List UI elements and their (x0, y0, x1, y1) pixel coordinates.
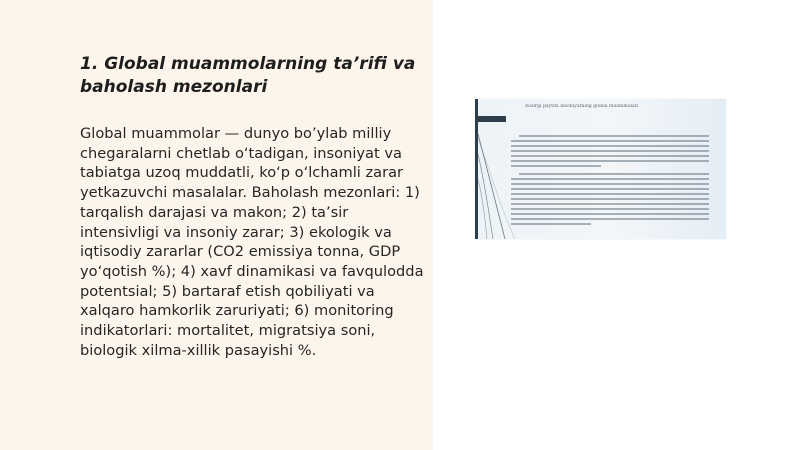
document-image (475, 99, 726, 239)
slide-body-text: Global muammolar — dunyo bo’ylab milliy chegaralarni chetlab o‘tadigan, insoniyat va tabiatga uzoq muddatli, ko‘p o‘lchamli zarar yetkazuvchi masalalar. Baholash mezonlari: 1) tarqalish darajasi va makon; 2) ta’sir intensivligi va insoniy zarar; 3) ekologik va iqtisodiy zararlar (CO2 emissiya tonna, GDP yo‘qotish %); 4) xavf dinamikasi va favqulodda potentsial; 5) bartaraf etish qobiliyati va xalqaro hamkorlik zaruriyati; 6) monitoring indikatorlari: mortalitet, migratsiya soni, biologik xilma-xillik pasayishi %. (80, 125, 424, 359)
document-heading: Xozirgi paytda insoniyatning global muammolari (525, 104, 639, 109)
flag-stem (478, 116, 506, 122)
slide-title: 1. Global muammolarning ta’rifi va baholash mezonlari (80, 54, 416, 97)
